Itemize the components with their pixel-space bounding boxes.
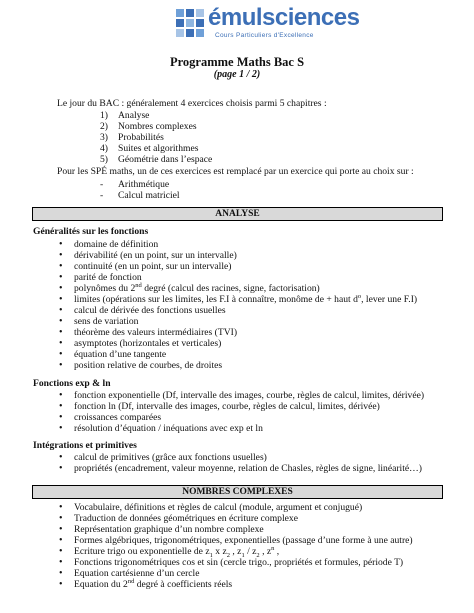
list-item: • calcul de primitives (grâce aux fonctions usuelles) [74, 453, 267, 464]
chapter-label: Suites et algorithmes [118, 143, 199, 154]
formula-sub: 2 [256, 551, 260, 559]
list-item: • sens de variation [74, 317, 138, 328]
formula-op: , [259, 546, 267, 557]
list-item: • Vocabulaire, définitions et règles de calcul (module, argument et conjugué) [74, 503, 362, 514]
page-indicator: (page 1 / 2) [213, 69, 261, 80]
section-header-complexes: NOMBRES COMPLEXES [32, 485, 443, 499]
item-text: degré (calcul des racines, signe, factorisation) [141, 283, 320, 294]
section-header-analyse: ANALYSE [32, 207, 443, 221]
list-item: • croissances comparées [74, 413, 161, 424]
subsection-title: Intégrations et primitives [33, 440, 137, 451]
chapter-number: 3) [100, 132, 108, 143]
spe-item: Calcul matriciel [118, 190, 180, 201]
superscript: o [357, 292, 362, 300]
formula-op: , [274, 546, 280, 557]
item-text: limites (opérations sur les limites, les F.I à connaître, monôme de + haut d [74, 294, 358, 305]
list-item: • calcul de dérivée des fonctions usuelles [74, 306, 226, 317]
chapter-number: 1) [100, 110, 108, 121]
list-item: • Equation cartésienne d’un cercle [74, 569, 199, 580]
formula-var: z [252, 546, 257, 557]
dash-marker: - [100, 179, 104, 190]
list-item [74, 544, 280, 559]
formula-op: x [212, 546, 223, 557]
chapter-number: 5) [100, 154, 108, 165]
list-item [74, 577, 233, 591]
chapter-label: Analyse [118, 110, 150, 121]
list-item: • équation d’une tangente [74, 350, 166, 361]
list-item: • Fonctions trigonométriques cos et sin (cercle trigo., propriétés et formules, période T) [74, 558, 403, 569]
intro-text: Le jour du BAC : généralement 4 exercices choisis parmi 5 chapitres : [57, 98, 327, 109]
dash-marker: - [100, 190, 104, 201]
formula-var: z [222, 546, 227, 557]
subsection-title: Généralités sur les fonctions [33, 226, 149, 237]
list-item [74, 281, 320, 295]
chapter-label: Géométrie dans l’espace [118, 154, 213, 165]
chapter-number: 4) [100, 143, 108, 154]
superscript: nd [127, 577, 135, 585]
list-item: • parité de fonction [74, 273, 142, 284]
formula-sub: 1 [209, 551, 213, 559]
chapter-label: Nombres complexes [118, 121, 197, 132]
superscript: nd [135, 281, 142, 289]
formula-op: / [244, 546, 253, 557]
chapter-number: 2) [100, 121, 108, 132]
formula-var: z [205, 546, 210, 557]
chapter-label: Probabilités [118, 132, 164, 143]
spe-intro-text: Pour les SPÉ maths, un de ces exercices est remplacé par un exercice qui porte au choix sur : [57, 166, 414, 177]
logo-grid-icon [175, 8, 205, 38]
list-item: • théorème des valeurs intermédiaires (TVI) [74, 328, 237, 339]
list-item: • fonction ln (Df, intervalle des images, courbe, règles de calcul, limites, dérivée) [74, 402, 380, 413]
formula-op: , [229, 546, 238, 557]
list-item: • asymptotes (horizontales et verticales) [74, 339, 221, 350]
subsection-title: Fonctions exp & ln [33, 378, 111, 389]
spe-item: Arithmétique [118, 179, 170, 190]
list-item: • dérivabilité (en un point, sur un intervalle) [74, 251, 237, 262]
list-item: • résolution d’équation / inéquations avec exp et ln [74, 424, 263, 435]
formula-sub: 2 [226, 551, 230, 559]
formula-sub: 1 [241, 551, 245, 559]
item-text: degré à coefficients réels [134, 579, 233, 590]
item-text: Ecriture trigo ou exponentielle de [74, 546, 206, 557]
list-item [74, 292, 418, 306]
list-item: • fonction exponentielle (Df, intervalle des images, courbe, règles de calcul, limites, dérivée) [74, 391, 424, 402]
list-item: • Représentation graphique d’un nombre complexe [74, 525, 264, 536]
list-item: • continuité (en un point, sur un intervalle) [74, 262, 231, 273]
list-item: • position relative de courbes, de droites [74, 361, 222, 372]
formula-sup: n [271, 544, 275, 552]
list-item: • Formes algébriques, trigonométriques, exponentielles (passage d’une forme à une autre) [74, 536, 413, 547]
logo-name: émulsciences [208, 4, 360, 31]
item-text: Equation du 2 [74, 579, 128, 590]
logo [175, 4, 360, 44]
list-item: • domaine de définition [74, 240, 158, 251]
list-item: • propriétés (encadrement, valeur moyenne, relation de Chasles, règles de signe, linéarité…) [74, 464, 422, 475]
formula-var: z [266, 546, 272, 557]
formula-var: z [237, 546, 242, 557]
logo-tagline: Cours Particuliers d'Excellence [215, 32, 314, 39]
list-item: • Traduction de données géométriques en écriture complexe [74, 514, 298, 525]
page-title: Programme Maths Bac S [169, 55, 305, 69]
complex-formula [205, 546, 279, 557]
item-text: polynômes du 2 [74, 283, 136, 294]
item-text: , lever une F.I) [361, 294, 418, 305]
